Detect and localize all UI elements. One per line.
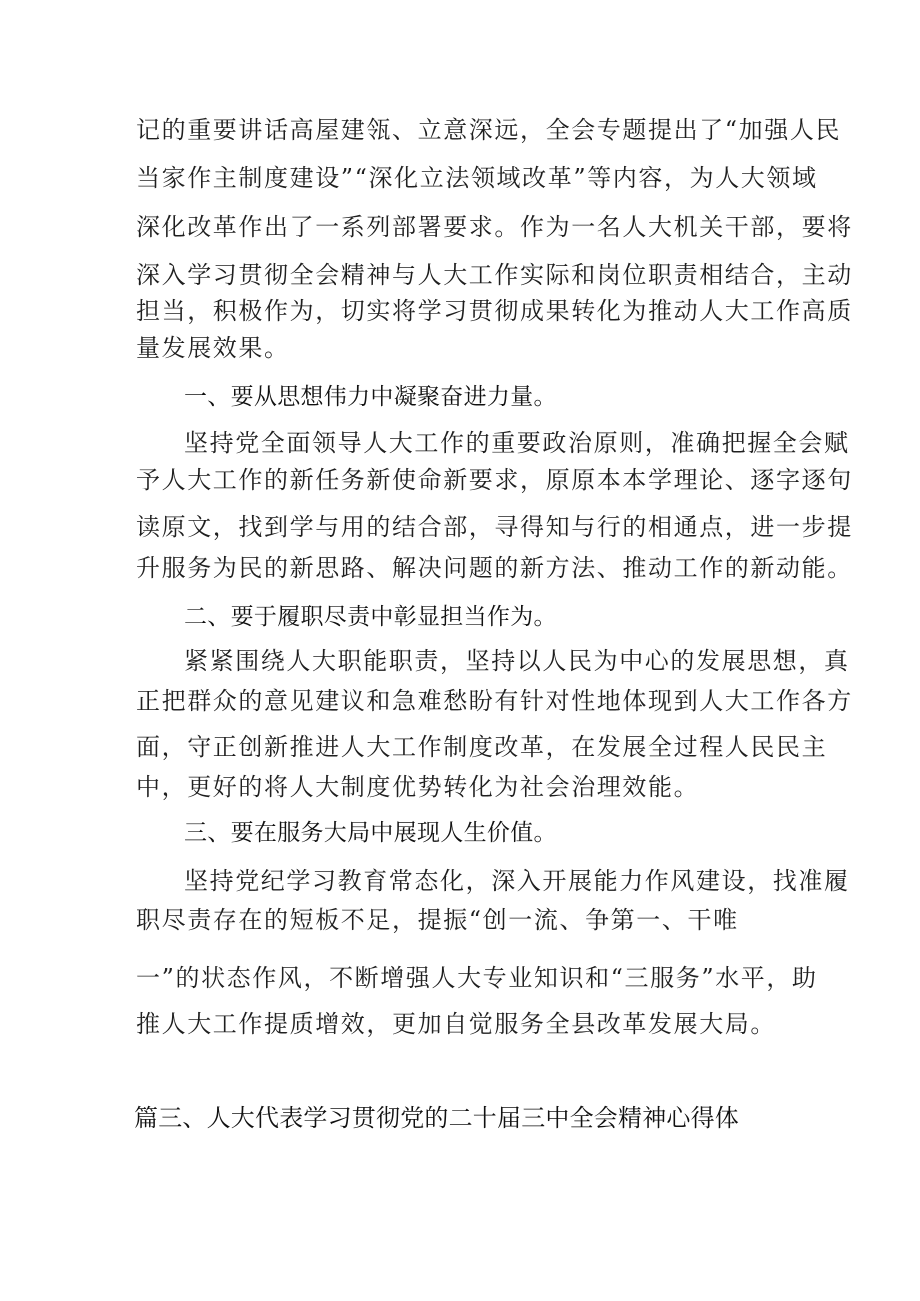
section-line: 职尽责存在的短板不足，提振“创一流、争第一、干唯 [136, 906, 739, 934]
section-line: 读原文，找到学与用的结合部，寻得知与行的相通点，进一步提 [136, 513, 853, 541]
section-line: 坚持党纪学习教育常态化，深入开展能力作风建设，找准履 [184, 867, 850, 895]
next-article-title: 篇三、人大代表学习贯彻党的二十届三中全会精神心得体 [134, 1104, 739, 1132]
intro-line: 担当，积极作为，切实将学习贯彻成果转化为推动人大工作高质 [136, 297, 853, 325]
intro-line: 记的重要讲话高屋建瓴、立意深远，全会专题提出了“加强人民 [136, 116, 842, 144]
intro-line: 当家作主制度建设”“深化立法领域改革”等内容，为人大领域 [136, 164, 818, 192]
section-heading: 一、要从思想伟力中凝聚奋进力量。 [184, 384, 557, 410]
section-line: 坚持党全面领导人大工作的重要政治原则，准确把握全会赋 [184, 429, 850, 457]
section-line: 中，更好的将人大制度优势转化为社会治理效能。 [136, 773, 700, 801]
section-line: 正把群众的意见建议和急难愁盼有针对性地体现到人大工作各方 [136, 687, 853, 715]
intro-line: 量发展效果。 [136, 334, 290, 362]
section-line: 一”的状态作风，不断增强人大专业知识和“三服务”水平，助 [136, 964, 818, 992]
intro-line: 深化改革作出了一系列部署要求。作为一名人大机关干部，要将 [136, 213, 853, 241]
intro-line: 深入学习贯彻全会精神与人大工作实际和岗位职责相结合，主动 [136, 261, 853, 289]
section-line: 升服务为民的新思路、解决问题的新方法、推动工作的新动能。 [136, 554, 853, 582]
section-line: 紧紧围绕人大职能职责，坚持以人民为中心的发展思想，真 [184, 647, 850, 675]
section-line: 推人大工作提质增效，更加自觉服务全县改革发展大局。 [136, 1010, 776, 1038]
section-heading: 二、要于履职尽责中彰显担当作为。 [184, 604, 557, 630]
section-line: 面，守正创新推进人大工作制度改革，在发展全过程人民民主 [136, 733, 828, 761]
section-heading: 三、要在服务大局中展现人生价值。 [184, 820, 557, 846]
section-line: 予人大工作的新任务新使命新要求，原原本本学理论、逐字逐句 [136, 466, 853, 494]
